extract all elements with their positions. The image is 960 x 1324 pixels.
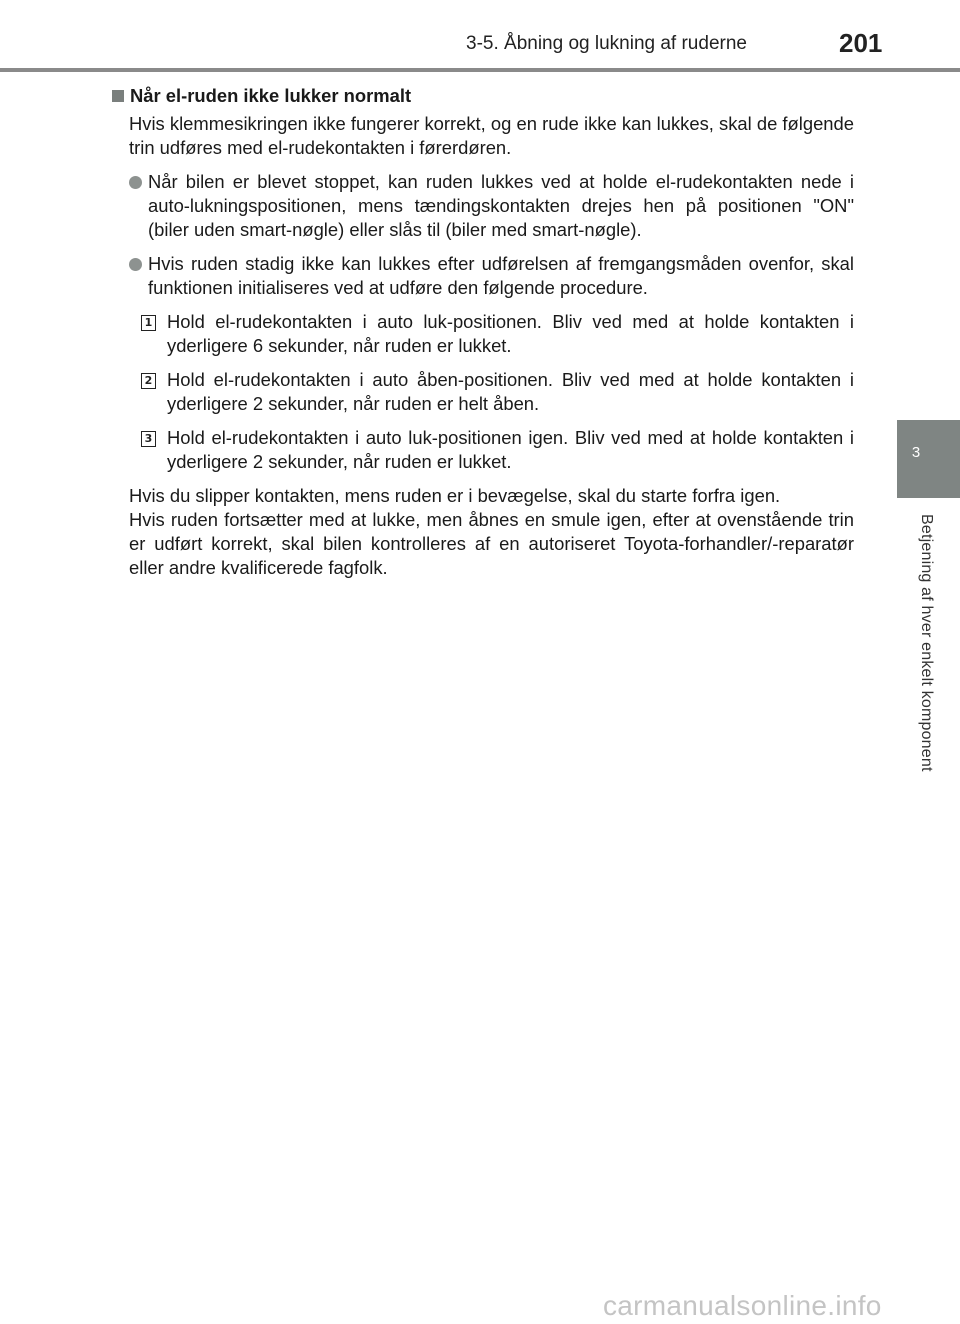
step-text: Hold el-rudekontakten i auto luk-positionen igen. Bliv ved med at holde kontakten i yderligere 2 sekunder, når ruden er lukket. [167,427,854,472]
closing-text-2: Hvis ruden fortsætter med at lukke, men åbnes en smule igen, efter at ovenstående trin er udført korrekt, skal bilen kontrolleres af en autoriseret Toyota-forhandler/-reparatør eller andre kvalificerede fagfolk. [129,509,854,578]
page-number: 201 [839,28,883,58]
procedure-step [144,426,854,474]
procedure-step [144,310,854,358]
step-number-box: 3 [141,431,156,447]
procedure-step [144,368,854,416]
heading-text: Når el-ruden ikke lukker normalt [130,85,412,106]
step-text: Hold el-rudekontakten i auto luk-positionen. Bliv ved med at holde kontakten i yderligere 6 sekunder, når ruden er lukket. [167,311,854,356]
chapter-label: Betjening af hver enkelt komponent [918,514,935,772]
step-number-box: 1 [141,315,156,331]
header-divider [0,68,960,72]
bullet-item [148,170,854,242]
round-bullet-icon [129,176,142,189]
main-content [112,84,854,580]
intro-paragraph: Hvis klemmesikringen ikke fungerer korrekt, og en rude ikke kan lukkes, skal de følgende trin udføres med el-rudekontakten i førerdøren. [129,113,854,158]
step-number-box: 2 [141,373,156,389]
watermark: carmanualsonline.info [603,1290,882,1321]
bullet-text: Når bilen er blevet stoppet, kan ruden lukkes ved at holde el-rudekontakten nede i auto-lukningspositionen, mens tændingskontakten drejes hen på positionen "ON" (biler uden smart-nøgle) eller slås til (biler med smart-nøgle). [148,171,854,240]
section-heading [112,84,854,108]
closing-paragraph [129,484,854,580]
round-bullet-icon [129,258,142,271]
closing-text-1: Hvis du slipper kontakten, mens ruden er i bevægelse, skal du starte forfra igen. [129,485,781,506]
bullet-text: Hvis ruden stadig ikke kan lukkes efter udførelsen af fremgangsmåden ovenfor, skal funktionen initialiseres ved at udføre den følgende procedure. [148,253,854,298]
chapter-tab [897,420,960,498]
square-bullet-icon [112,90,124,102]
section-title: 3-5. Åbning og lukning af ruderne [466,33,747,54]
step-text: Hold el-rudekontakten i auto åben-positionen. Bliv ved med at holde kontakten i yderligere 2 sekunder, når ruden er helt åben. [167,369,854,414]
bullet-item [148,252,854,300]
chapter-number: 3 [911,444,921,461]
